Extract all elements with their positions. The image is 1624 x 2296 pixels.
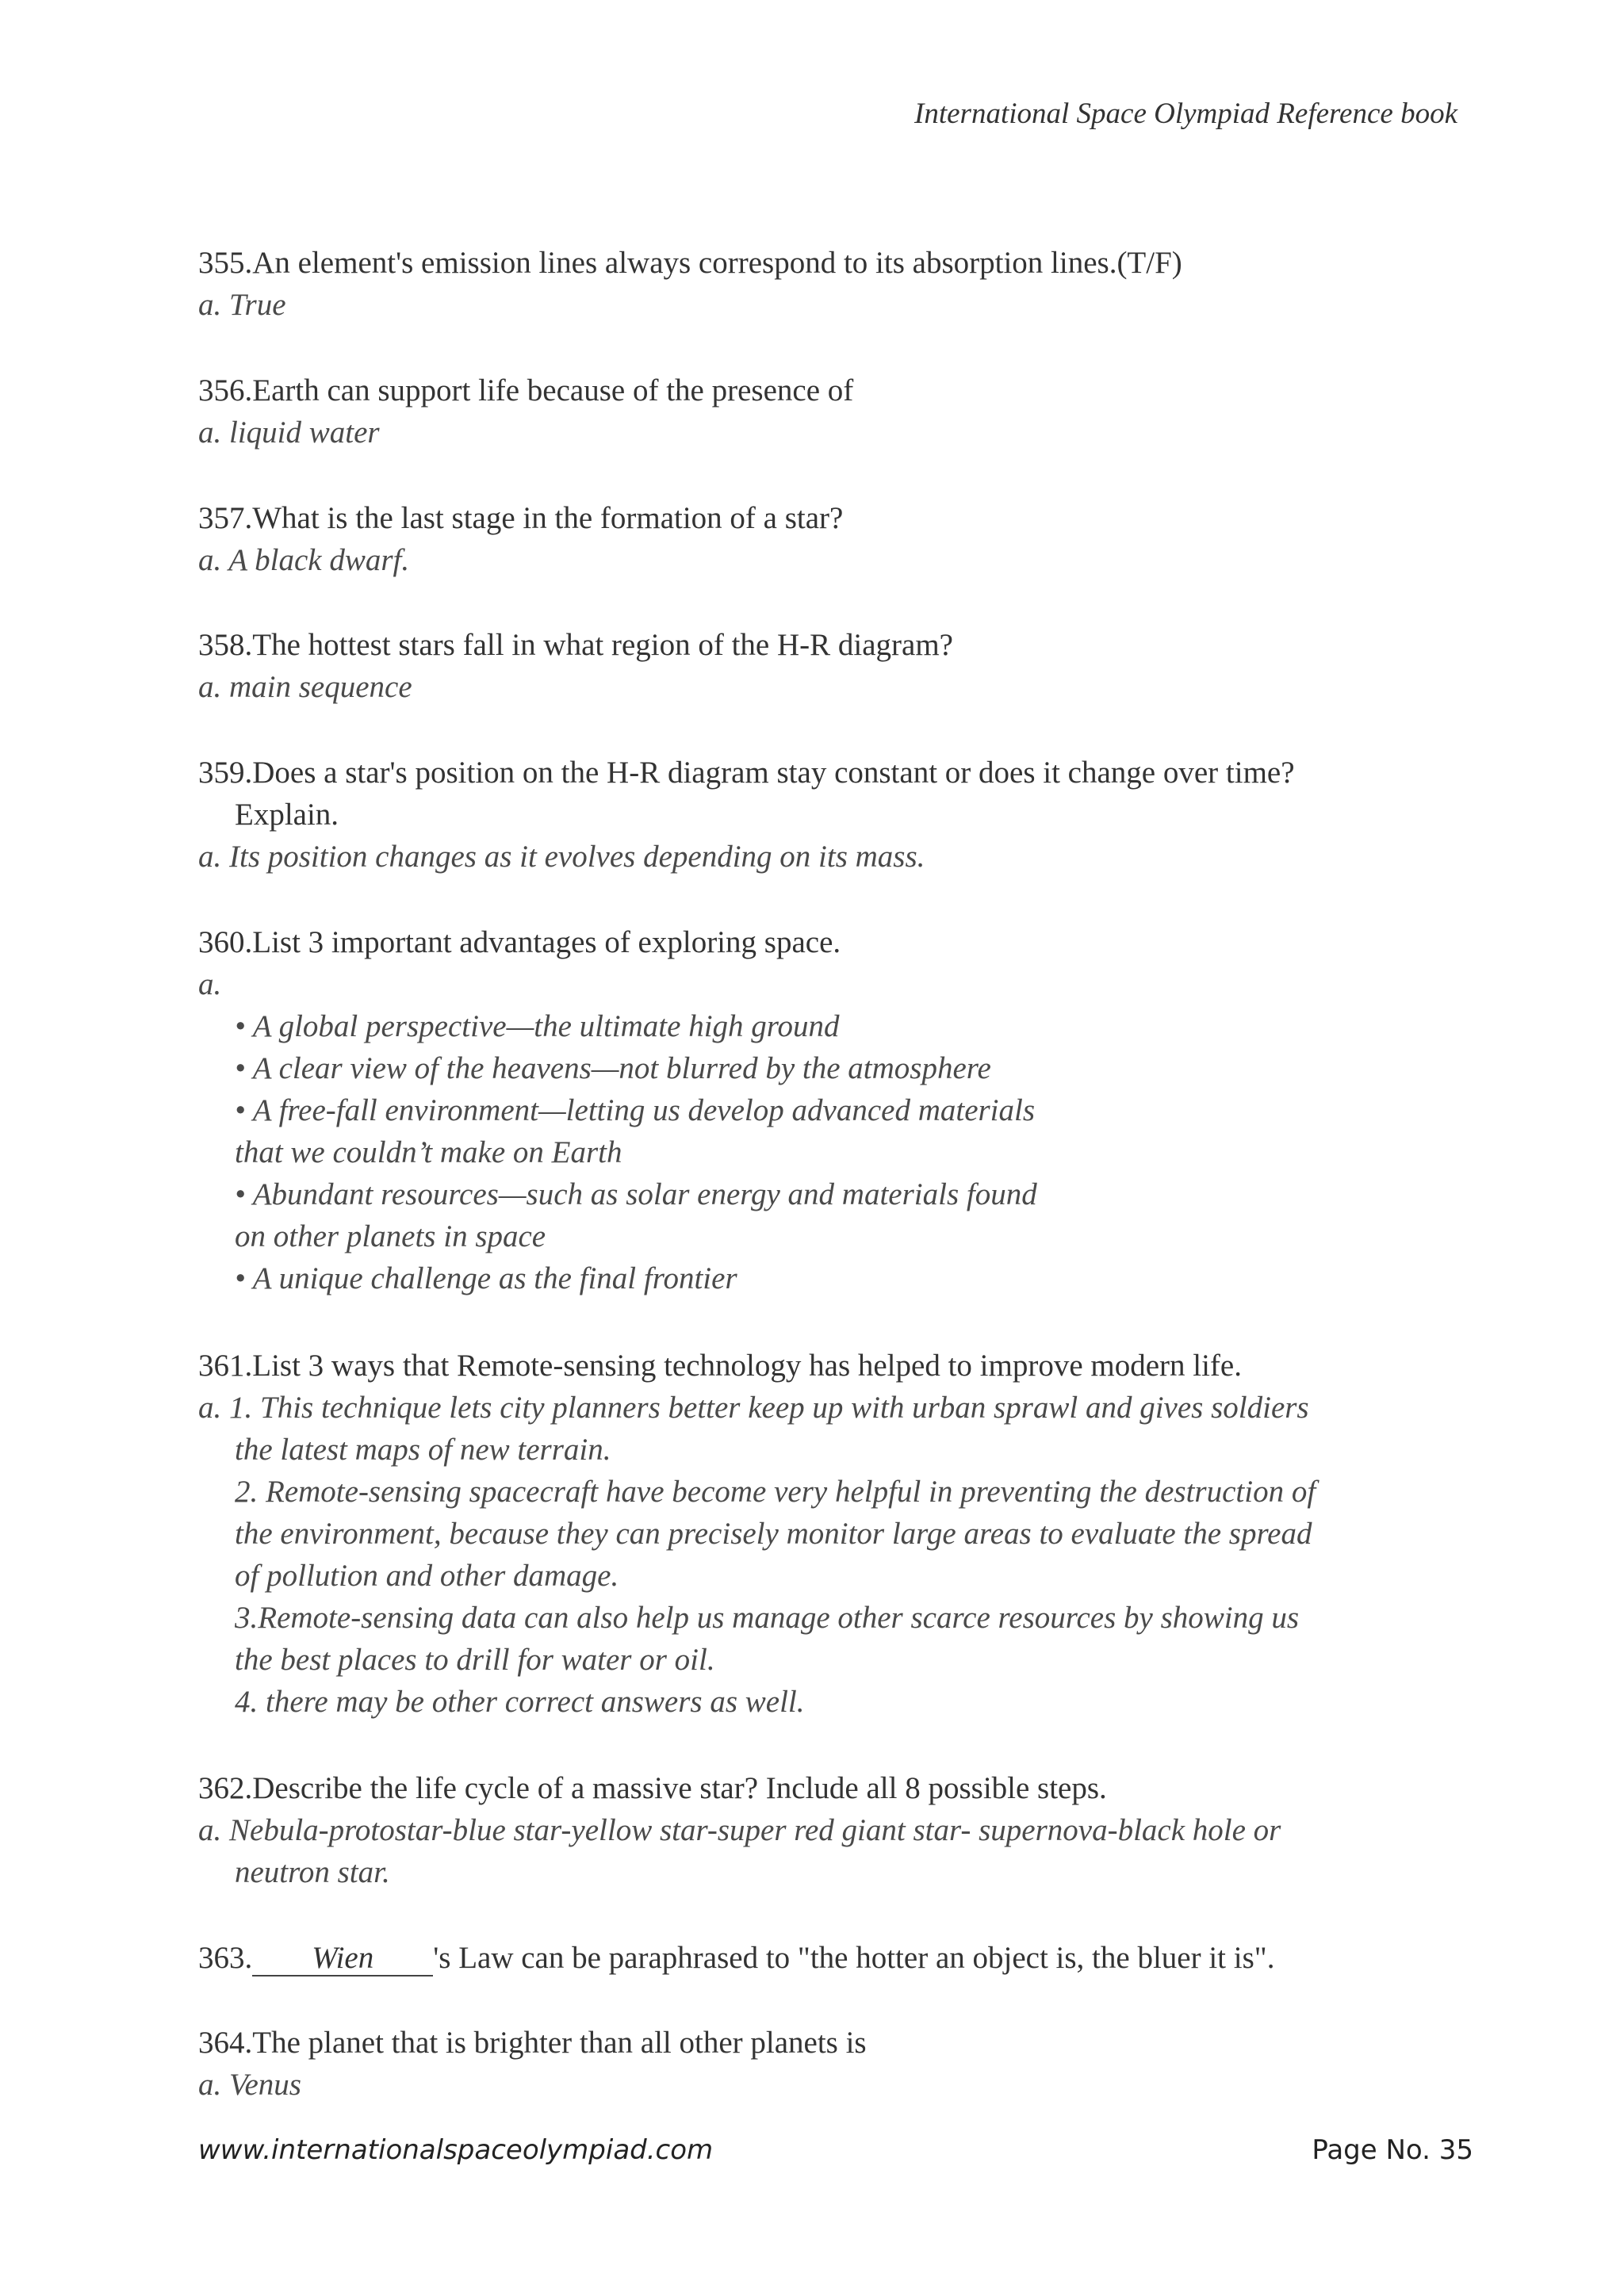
footer-website-link[interactable]: www.internationalspaceolympiad.com — [198, 2134, 714, 2166]
answer-text: a. Its position changes as it evolves depending on its mass. — [198, 840, 925, 874]
question-text: 358.The hottest stars fall in what region of the H-R diagram? — [198, 628, 953, 662]
answer-line: • Abundant resources—such as solar energy and materials found — [235, 1177, 1037, 1211]
answer-line: 2. Remote-sensing spacecraft have become very helpful in preventing the destruction of — [235, 1475, 1316, 1509]
question-number: 356. — [198, 373, 253, 408]
question-block-360 — [198, 921, 1459, 1299]
question-text: 355.An element's emission lines always correspond to its absorption lines.(T/F) — [198, 246, 1182, 280]
question-block-356 — [198, 369, 1459, 453]
question-number: 355. — [198, 246, 253, 280]
question-text: 357.What is the last stage in the formation of a star? — [198, 501, 844, 535]
answer-line: 4. there may be other correct answers as well. — [235, 1685, 805, 1719]
question-block-355 — [198, 242, 1459, 326]
question-block-364 — [198, 2022, 1459, 2106]
page-number: Page No. 35 — [1312, 2134, 1473, 2166]
answer-line: the best places to drill for water or oil. — [235, 1643, 715, 1677]
question-text: 361.List 3 ways that Remote-sensing technology has helped to improve modern life. — [198, 1349, 1242, 1383]
question-number: 358. — [198, 628, 253, 662]
running-header: International Space Olympiad Reference book — [914, 98, 1457, 130]
question-number: 363. — [198, 1941, 253, 1975]
question-number: 359. — [198, 756, 253, 790]
question-number: 361. — [198, 1349, 253, 1383]
answer-blank: Wien — [252, 1942, 433, 1976]
answer-text: a. A black dwarf. — [198, 543, 410, 577]
question-number: 360. — [198, 925, 253, 959]
answer-label: a. — [198, 967, 222, 1001]
question-block-362 — [198, 1767, 1459, 1893]
question-text: 356.Earth can support life because of the presence of — [198, 373, 854, 408]
answer-line: • A free-fall environment—letting us develop advanced materials — [235, 1093, 1036, 1127]
answer-line: • A global perspective—the ultimate high ground — [235, 1009, 840, 1043]
question-block-359 — [198, 752, 1459, 878]
answer-line: the latest maps of new terrain. — [235, 1433, 611, 1467]
answer-text: a. True — [198, 288, 286, 322]
question-number: 357. — [198, 501, 253, 535]
question-number: 364. — [198, 2026, 253, 2060]
answer-line: of pollution and other damage. — [235, 1559, 619, 1593]
question-block-361 — [198, 1345, 1459, 1723]
answer-line: on other planets in space — [235, 1219, 546, 1253]
answer-line: • A unique challenge as the final frontier — [235, 1261, 737, 1295]
answer-line: that we couldn’t make on Earth — [235, 1135, 622, 1169]
answer-text: a. Nebula-protostar-blue star-yellow star-super red giant star- supernova-black hole or — [198, 1813, 1281, 1847]
answer-line: the environment, because they can precisely monitor large areas to evaluate the spread — [235, 1517, 1312, 1551]
question-text-continued: Explain. — [235, 798, 339, 832]
question-block-357 — [198, 497, 1459, 581]
question-text: 360.List 3 important advantages of exploring space. — [198, 925, 841, 959]
question-block-363 — [198, 1937, 1459, 1979]
answer-line: 3.Remote-sensing data can also help us manage other scarce resources by showing us — [235, 1601, 1300, 1635]
answer-line: neutron star. — [235, 1855, 390, 1889]
answer-text: a. liquid water — [198, 415, 380, 450]
question-block-358 — [198, 624, 1459, 708]
question-text: 362.Describe the life cycle of a massive star? Include all 8 possible steps. — [198, 1771, 1107, 1805]
answer-text: a. main sequence — [198, 670, 412, 704]
answer-text: a. 1. This technique lets city planners better keep up with urban sprawl and gives soldiers — [198, 1391, 1309, 1425]
question-text: 359.Does a star's position on the H-R diagram stay constant or does it change over time? — [198, 756, 1295, 790]
question-text: 363. Wien 's Law can be paraphrased to "the hotter an object is, the bluer it is". — [198, 1941, 1275, 1975]
question-number: 362. — [198, 1771, 253, 1805]
answer-line: • A clear view of the heavens—not blurred by the atmosphere — [235, 1051, 991, 1085]
question-text: 364.The planet that is brighter than all other planets is — [198, 2026, 867, 2060]
answer-text: a. Venus — [198, 2068, 301, 2102]
